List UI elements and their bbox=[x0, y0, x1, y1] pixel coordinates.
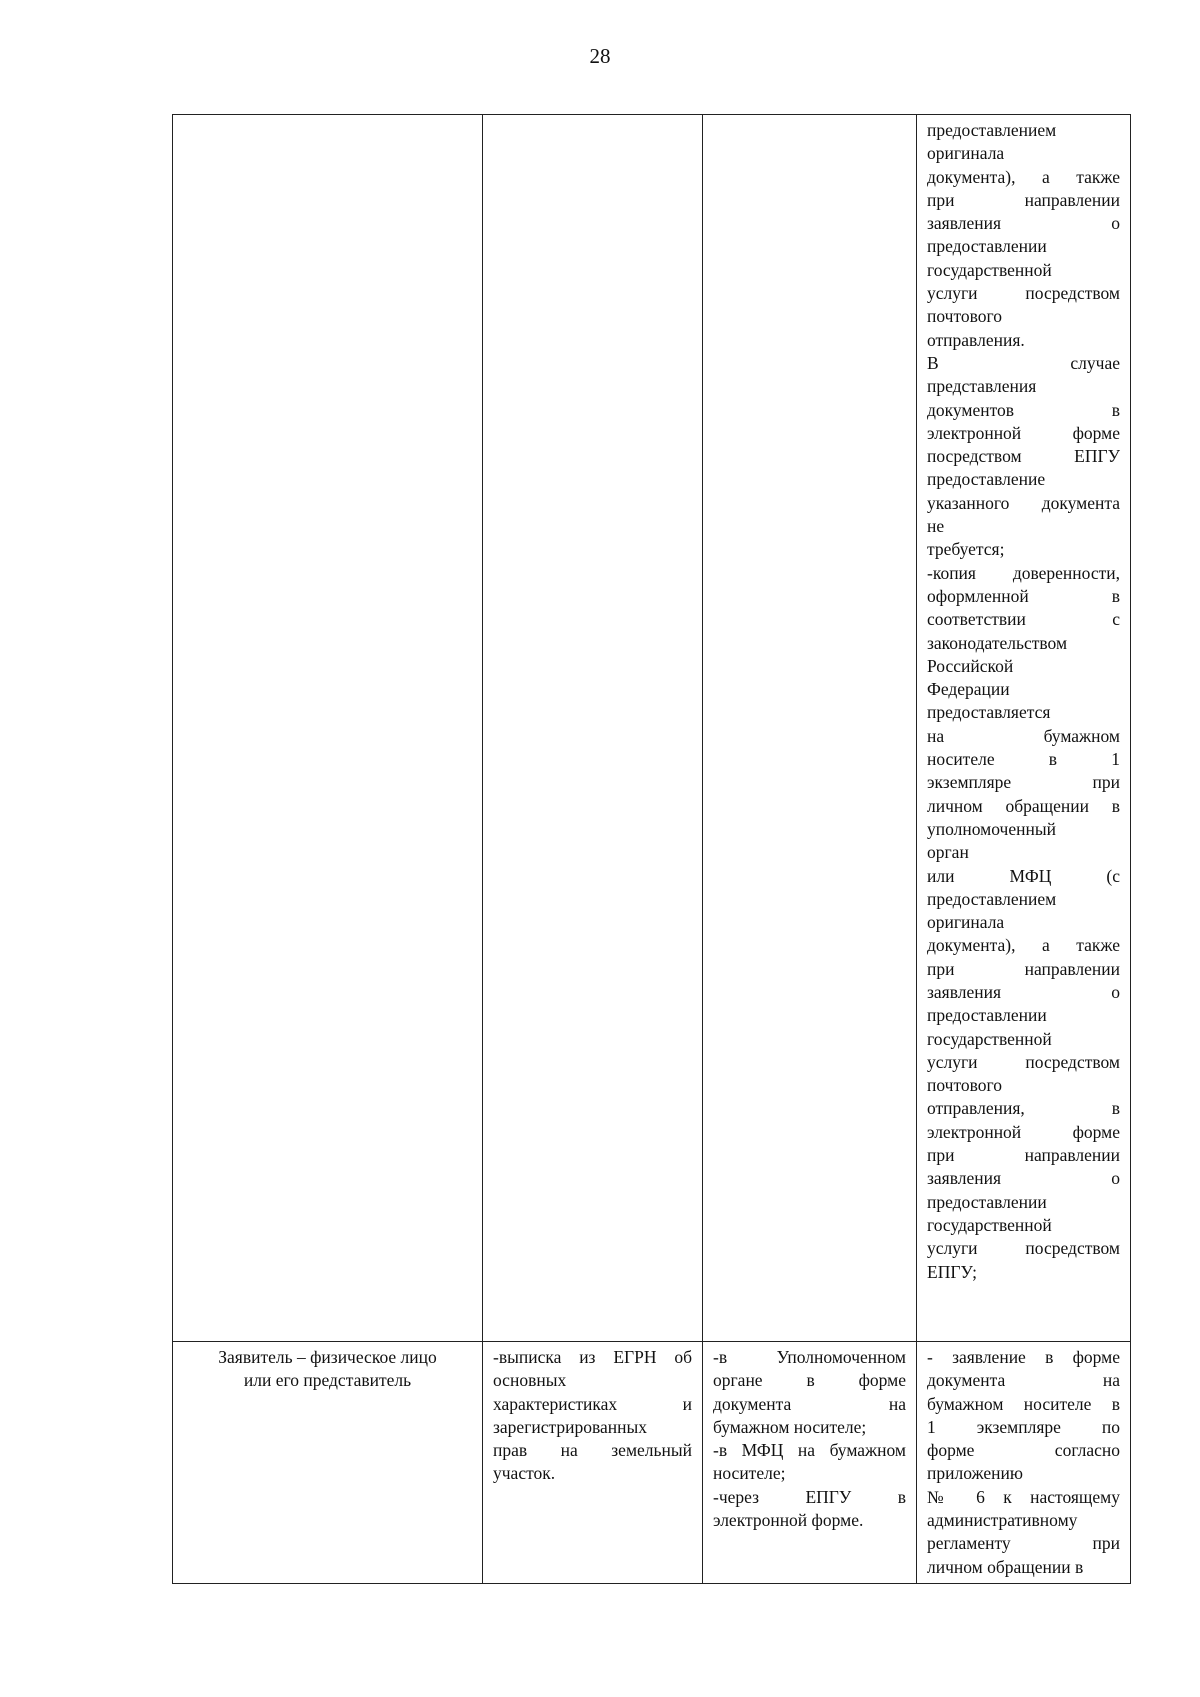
cell-text-line: -в МФЦ на бумажном bbox=[713, 1440, 906, 1461]
cell-text-line: регламенту при bbox=[927, 1533, 1120, 1554]
table-cell bbox=[703, 1342, 917, 1584]
cell-text-line: предоставлении bbox=[927, 1005, 1047, 1026]
cell-text-line: электронной форме bbox=[927, 1121, 1120, 1142]
cell-text-line: почтового bbox=[927, 306, 1003, 327]
cell-text-line: характеристиках и bbox=[493, 1393, 692, 1414]
cell-text-line: предоставляется bbox=[927, 702, 1051, 723]
cell-text-line: органе в форме bbox=[713, 1370, 906, 1391]
cell-text-line: государственной bbox=[927, 1214, 1052, 1235]
cell-text-line: носителе; bbox=[713, 1463, 786, 1484]
cell-text-line: участок. bbox=[493, 1463, 556, 1484]
cell-text-line: -выписка из ЕГРН об bbox=[493, 1347, 692, 1367]
cell-text-line: законодательством bbox=[927, 632, 1068, 653]
table-cell bbox=[917, 1342, 1131, 1584]
cell-text-line: оригинала bbox=[927, 912, 1005, 933]
table-cell bbox=[483, 1342, 703, 1584]
cell-text-line: оформленной в bbox=[927, 585, 1120, 606]
cell-text-line: при направлении bbox=[927, 958, 1120, 979]
cell-text-line: документа), а также bbox=[927, 166, 1120, 187]
cell-text-line: при направлении bbox=[927, 189, 1120, 210]
cell-text-line: заявления о bbox=[927, 213, 1120, 234]
table-cell bbox=[703, 115, 917, 1342]
table-cell bbox=[483, 115, 703, 1342]
cell-text-line: экземпляре при bbox=[927, 772, 1120, 793]
cell-text-line: электронной форме. bbox=[713, 1510, 864, 1531]
cell-text-line: Российской bbox=[927, 655, 1014, 676]
cell-text-line: предоставление bbox=[927, 469, 1046, 490]
cell-text-line: - заявление в форме bbox=[927, 1347, 1120, 1367]
document-table bbox=[172, 114, 1131, 1584]
table-row bbox=[173, 115, 1131, 1342]
cell-text-line: государственной bbox=[927, 1028, 1052, 1049]
cell-text-line: электронной форме bbox=[927, 422, 1120, 443]
cell-text-line: не bbox=[927, 516, 945, 537]
cell-text-line: почтового bbox=[927, 1075, 1003, 1096]
cell-text-line: заявления о bbox=[927, 1168, 1120, 1189]
cell-text-line: Федерации bbox=[927, 679, 1010, 700]
cell-text-line: бумажном носителе; bbox=[713, 1416, 867, 1437]
table-cell bbox=[173, 115, 483, 1342]
cell-text-line: документа на bbox=[927, 1370, 1120, 1391]
cell-text-line: посредством ЕПГУ bbox=[927, 446, 1120, 467]
cell-text-line: бумажном носителе в bbox=[927, 1393, 1120, 1414]
cell-text-line: личном обращении в bbox=[927, 795, 1120, 816]
cell-text-line: отправления, в bbox=[927, 1098, 1120, 1119]
cell-text-line: указанного документа bbox=[927, 492, 1120, 513]
cell-text-line: документа на bbox=[713, 1393, 906, 1414]
cell-text-line: оригинала bbox=[927, 143, 1005, 164]
cell-text-line: личном обращении в bbox=[927, 1556, 1084, 1577]
cell-text-line: услуги посредством bbox=[927, 1051, 1120, 1072]
cell-text-line: заявления о bbox=[927, 981, 1120, 1002]
cell-text-line: предоставлением bbox=[927, 120, 1057, 140]
cell-text-line: при направлении bbox=[927, 1145, 1120, 1166]
cell-text-line: документов в bbox=[927, 399, 1120, 420]
cell-text-line: основных bbox=[493, 1370, 567, 1391]
cell-text-line: -через ЕПГУ в bbox=[713, 1486, 906, 1507]
page-number: 28 bbox=[589, 44, 611, 68]
cell-text-line: приложению bbox=[927, 1463, 1023, 1484]
cell-text-line: требуется; bbox=[927, 539, 1005, 560]
cell-text-line: -копия доверенности, bbox=[927, 562, 1120, 583]
cell-text-line: или его представитель bbox=[243, 1370, 412, 1391]
cell-text-line: ЕПГУ; bbox=[927, 1261, 978, 1282]
cell-text-line: на бумажном bbox=[927, 725, 1120, 746]
cell-text-line: документа), а также bbox=[927, 935, 1120, 956]
table-cell bbox=[173, 1342, 483, 1584]
cell-text-line: государственной bbox=[927, 259, 1052, 280]
cell-text-line: предоставлением bbox=[927, 888, 1057, 909]
table-row bbox=[173, 1342, 1131, 1584]
cell-text-line: прав на земельный bbox=[493, 1440, 692, 1461]
table-cell bbox=[917, 115, 1131, 1342]
cell-text-line: форме согласно bbox=[927, 1440, 1120, 1461]
cell-text-line: № 6 к настоящему bbox=[927, 1486, 1120, 1507]
cell-text-line: услуги посредством bbox=[927, 283, 1120, 304]
cell-text-line: 1 экземпляре по bbox=[927, 1416, 1120, 1437]
cell-text-line: представления bbox=[927, 376, 1037, 397]
cell-text-line: соответствии с bbox=[927, 609, 1120, 630]
cell-text-line: или МФЦ (с bbox=[927, 865, 1120, 886]
cell-text-line: отправления. bbox=[927, 329, 1025, 350]
cell-text-line: -в Уполномоченном bbox=[713, 1347, 906, 1367]
cell-text-line: Заявитель – физическое лицо bbox=[218, 1347, 437, 1367]
cell-text-line: услуги посредством bbox=[927, 1238, 1120, 1259]
cell-text-line: административному bbox=[927, 1510, 1078, 1531]
cell-text-line: зарегистрированных bbox=[493, 1416, 648, 1437]
cell-text-line: предоставлении bbox=[927, 1191, 1047, 1212]
cell-text-line: В случае bbox=[927, 352, 1120, 373]
cell-text-line: носителе в 1 bbox=[927, 749, 1120, 770]
cell-text-line: предоставлении bbox=[927, 236, 1047, 257]
cell-text-line: орган bbox=[927, 842, 969, 863]
cell-text-line: уполномоченный bbox=[927, 818, 1056, 839]
